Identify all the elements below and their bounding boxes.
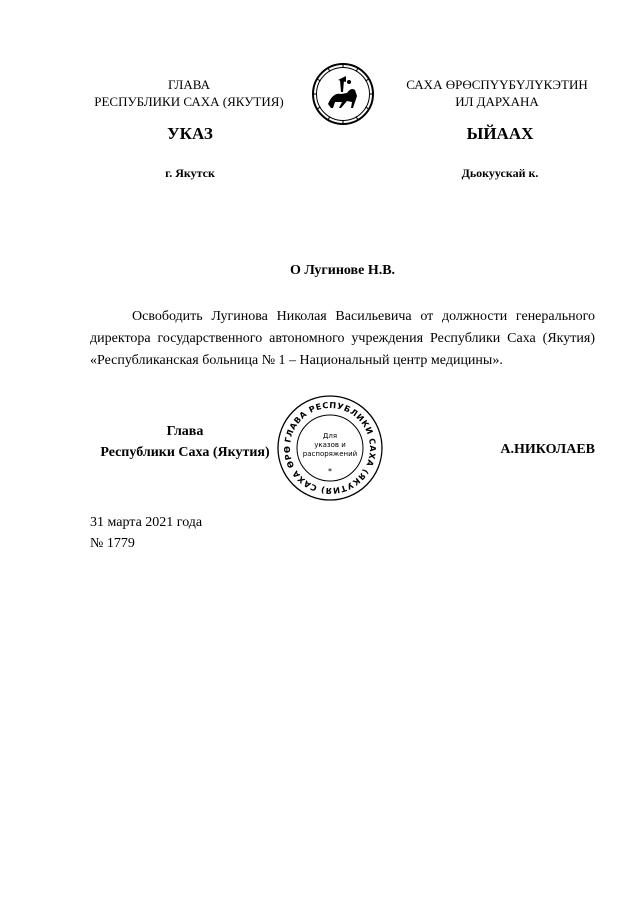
document-number: № 1779 — [90, 536, 135, 551]
city-left: г. Якутск — [165, 166, 215, 180]
stamp-center-line3: распоряжений — [302, 450, 358, 458]
official-stamp — [276, 394, 384, 502]
stamp-ring-text: ГЛАВА РЕСПУБЛИКИ САХА (ЯКУТИЯ) САХА ӨРӨ — [281, 399, 379, 497]
header-right-line1: САХА ӨРӨСПҮҮБҮЛҮКЭТИН — [406, 77, 588, 92]
signatory-position-line2: Республики Саха (Якутия) — [100, 445, 270, 460]
signatory-position — [90, 421, 280, 463]
coat-of-arms-icon — [311, 62, 375, 126]
document-date: 31 марта 2021 года — [90, 515, 203, 530]
doc-type-left: УКАЗ — [167, 124, 213, 143]
signatory-position-line1: Глава — [166, 424, 204, 439]
header-left-line2: РЕСПУБЛИКИ САХА (ЯКУТИЯ) — [94, 94, 284, 109]
document-body: Освободить Лугинова Николая Васильевича от должности генерального директора государственного автономного учреждения Республики Саха (Якутия) «Республиканская больница № 1 – Национальный центр медицины». — [90, 309, 595, 368]
header-left — [80, 76, 298, 110]
stamp-center-line2: указов и — [314, 441, 346, 449]
city-right: Дьокуускай к. — [461, 166, 539, 180]
header-right — [392, 76, 602, 110]
doc-type-right: ЫЙААХ — [466, 124, 534, 143]
signatory-name: А.НИКОЛАЕВ — [500, 442, 595, 457]
header-right-line2: ИЛ ДАРХАНА — [455, 94, 539, 109]
header-left-line1: ГЛАВА — [168, 77, 210, 92]
stamp-center-line1: Для — [322, 432, 338, 440]
svg-text:*: * — [328, 467, 332, 476]
document-title: О Лугинове Н.В. — [289, 263, 396, 278]
